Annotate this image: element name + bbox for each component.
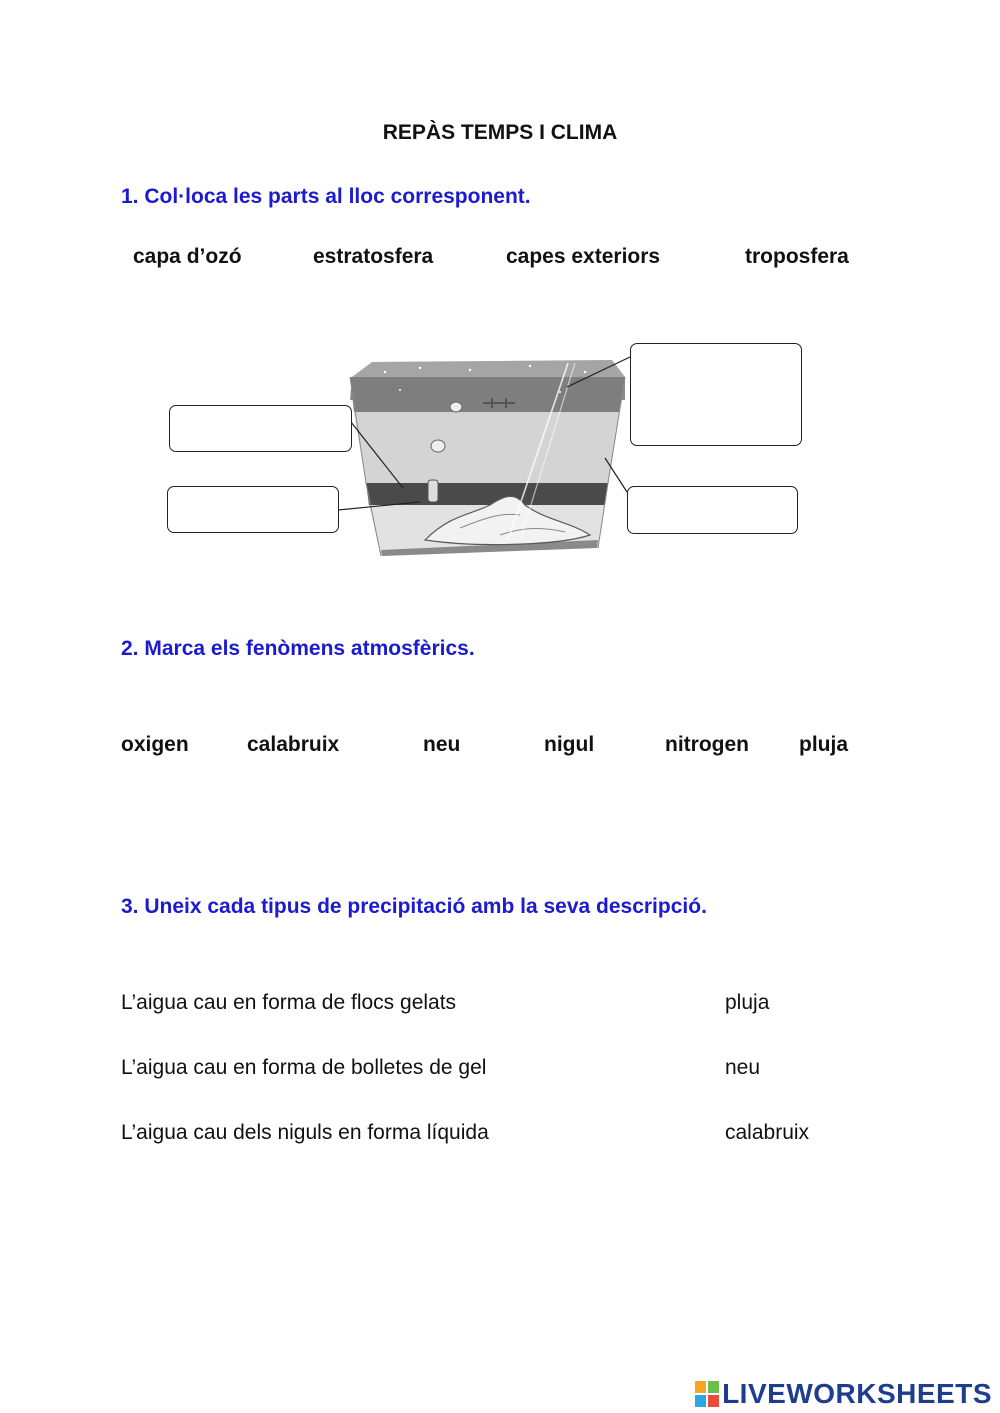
option-word[interactable]: nigul [544, 733, 595, 756]
option-word[interactable]: oxigen [121, 733, 189, 756]
logo-text: LIVEWORKSHEETS [722, 1378, 992, 1409]
liveworksheets-logo [695, 1377, 992, 1411]
answer-box-left-top[interactable] [169, 405, 352, 452]
match-description[interactable]: L’aigua cau en forma de flocs gelats [121, 991, 457, 1014]
match-option[interactable]: neu [725, 1056, 761, 1079]
question-3-heading: 3. Uneix cada tipus de precipitació amb la seva descripció. [121, 895, 707, 918]
match-description[interactable]: L’aigua cau en forma de bolletes de gel [121, 1056, 487, 1079]
word-bank-item[interactable]: troposfera [745, 245, 849, 268]
answer-box-right-top[interactable] [630, 343, 802, 446]
question-1-heading: 1. Col·loca les parts al lloc corresponent. [121, 185, 531, 208]
question-2-heading: 2. Marca els fenòmens atmosfèrics. [121, 637, 475, 660]
option-word[interactable]: neu [423, 733, 461, 756]
word-bank-item[interactable]: capes exteriors [506, 245, 661, 268]
liveworksheets-logo-icon [695, 1381, 719, 1407]
option-word[interactable]: pluja [799, 733, 849, 756]
word-bank-item[interactable]: estratosfera [313, 245, 434, 268]
match-description[interactable]: L’aigua cau dels niguls en forma líquida [121, 1121, 489, 1144]
answer-box-left-bottom[interactable] [167, 486, 339, 533]
match-option[interactable]: pluja [725, 991, 770, 1014]
option-word[interactable]: calabruix [247, 733, 340, 756]
match-option[interactable]: calabruix [725, 1121, 810, 1144]
answer-box-right-bottom[interactable] [627, 486, 798, 534]
atmosphere-layers-diagram [0, 0, 1000, 600]
page-title: REPÀS TEMPS I CLIMA [382, 121, 618, 144]
word-bank-item[interactable]: capa d’ozó [133, 245, 242, 268]
option-word[interactable]: nitrogen [665, 733, 749, 756]
